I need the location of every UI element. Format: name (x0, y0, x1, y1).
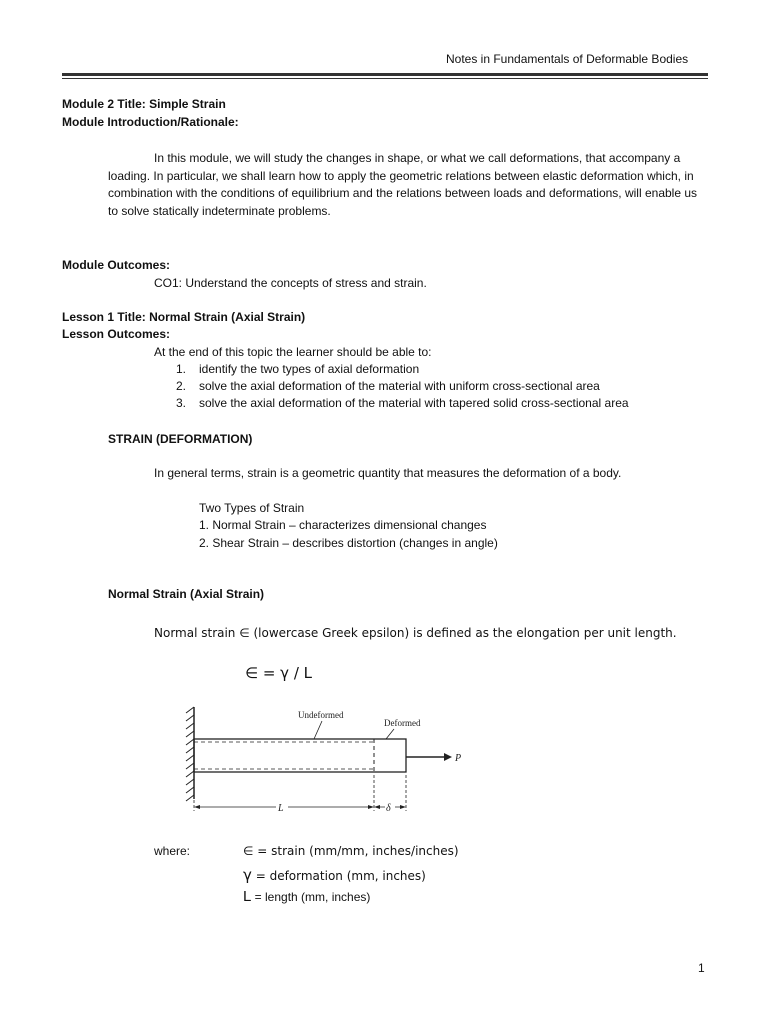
lesson-outcome-text: identify the two types of axial deformation (199, 362, 420, 376)
length-dim-arrow-left (194, 805, 200, 809)
var-deformation-symbol: γ (243, 866, 252, 884)
axial-bar-figure (180, 703, 470, 823)
lesson-outcomes-intro: At the end of this topic the learner should be able to: (154, 345, 432, 359)
module-intro-heading: Module Introduction/Rationale: (62, 115, 239, 129)
load-label: P (455, 753, 462, 764)
page-number: 1 (698, 961, 705, 975)
module-outcomes-heading: Module Outcomes: (62, 258, 171, 272)
strain-definition: In general terms, strain is a geometric quantity that measures the deformation of a body. (154, 466, 622, 480)
lesson-outcome-text: solve the axial deformation of the material with tapered solid cross-sectional area (199, 396, 629, 410)
header-rule-thick (62, 73, 708, 76)
var-strain-symbol: ∈ = (243, 844, 268, 858)
var-strain-text: strain (mm/mm, inches/inches) (267, 844, 459, 858)
strain-type-shear: 2. Shear Strain – describes distortion (changes in angle) (199, 536, 498, 550)
strain-heading: STRAIN (DEFORMATION) (108, 432, 253, 446)
load-arrow-head (444, 753, 452, 761)
normal-strain-definition: Normal strain ∈ (lowercase Greek epsilon) is defined as the elongation per unit length. (154, 626, 677, 640)
strain-formula: ∈ = γ / L (245, 664, 312, 682)
var-deformation (243, 866, 426, 884)
var-length-text: = length (mm, inches) (251, 890, 371, 904)
lesson-title: Lesson 1 Title: Normal Strain (Axial Strain) (62, 310, 306, 324)
undeformed-label: Undeformed (298, 710, 344, 720)
module-outcome-co1: CO1: Understand the concepts of stress and strain. (154, 276, 427, 290)
var-length (243, 888, 370, 905)
lesson-outcomes-heading: Lesson Outcomes: (62, 327, 171, 341)
module-title: Module 2 Title: Simple Strain (62, 97, 226, 111)
page-header-title: Notes in Fundamentals of Deformable Bodies (446, 52, 689, 66)
header-rule-thin (62, 78, 708, 79)
delta-dim-arrow-right (400, 805, 406, 809)
wall-hatching (186, 707, 194, 801)
deformed-label: Deformed (384, 718, 421, 728)
var-deformation-text: = deformation (mm, inches) (251, 869, 426, 883)
lesson-outcome-num: 1. (176, 362, 187, 376)
lesson-outcome-num: 2. (176, 379, 187, 393)
lesson-outcome-num: 3. (176, 396, 187, 410)
delta-dim-arrow-left (374, 805, 380, 809)
var-strain (243, 844, 459, 858)
delta-label: δ (386, 803, 391, 814)
normal-strain-heading: Normal Strain (Axial Strain) (108, 587, 265, 601)
module-intro-text: In this module, we will study the changes in shape, or what we call deformations, that accompany a loading. In particular, we shall learn how to apply the geometric relations between elastic deformation which, in combination with the conditions of equilibrium and the relations between loads and deformations, will enable us to solve statically indeterminate problems. (108, 151, 698, 218)
deformed-leader (386, 729, 394, 739)
length-label: L (278, 803, 284, 814)
undeformed-leader (314, 721, 322, 739)
length-dim-arrow-right (368, 805, 374, 809)
lesson-outcome-text: solve the axial deformation of the material with uniform cross-sectional area (199, 379, 600, 393)
strain-types-heading: Two Types of Strain (199, 501, 305, 515)
where-label: where: (154, 844, 191, 858)
module-intro-paragraph (108, 150, 708, 220)
strain-type-normal: 1. Normal Strain – characterizes dimensional changes (199, 518, 487, 532)
var-length-symbol: L (243, 888, 252, 905)
